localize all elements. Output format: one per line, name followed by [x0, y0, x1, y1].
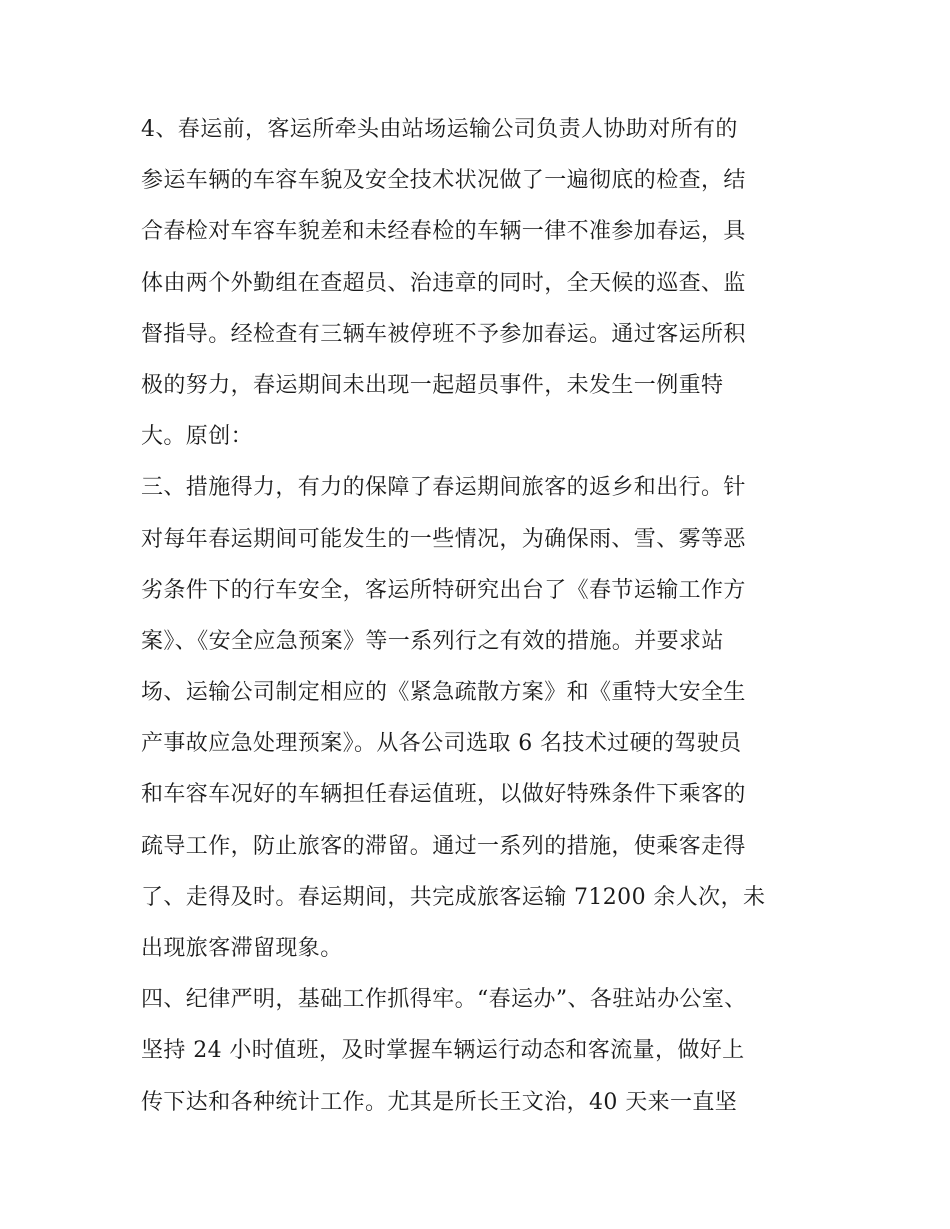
text-line: 疏导工作，防止旅客的滞留。通过一系列的措施，使乘客走得	[141, 833, 746, 859]
text-line: 大。原创：	[141, 424, 254, 450]
text-line: 传下达和各种统计工作。尤其是所长王文治，40 天来一直坚	[141, 1089, 738, 1115]
text-line: 坚持 24 小时值班，及时掌握车辆运行动态和客流量，做好上	[141, 1038, 745, 1064]
text-line: 体由两个外勤组在查超员、治违章的同时，全天候的巡查、监	[141, 270, 746, 296]
text-line: 对每年春运期间可能发生的一些情况，为确保雨、雪、雾等恶	[141, 526, 746, 552]
text-line: 四、纪律严明，基础工作抓得牢。“春运办”、各驻站办公室、	[141, 987, 747, 1013]
text-line: 三、措施得力，有力的保障了春运期间旅客的返乡和出行。针	[141, 475, 746, 501]
document-body	[141, 104, 821, 1128]
text-line: 产事故应急处理预案》。从各公司选取 6 名技术过硬的驾驶员	[141, 731, 742, 757]
text-line: 场、运输公司制定相应的《紧急疏散方案》和《重特大安全生	[141, 680, 746, 706]
text-line: 劣条件下的行车安全，客运所特研究出台了《春节运输工作方	[141, 577, 746, 603]
text-line: 4、春运前，客运所牵头由站场运输公司负责人协助对所有的	[141, 117, 738, 142]
text-line: 参运车辆的车容车貌及安全技术状况做了一遍彻底的检查，结	[141, 168, 746, 194]
text-line: 了、走得及时。春运期间，共完成旅客运输 71200 余人次，未	[141, 884, 766, 910]
text-line: 和车容车况好的车辆担任春运值班，以做好特殊条件下乘客的	[141, 782, 746, 808]
text-line: 极的努力，春运期间未出现一起超员事件，未发生一例重特	[141, 372, 724, 398]
text-line: 出现旅客滞留现象。	[141, 936, 343, 961]
text-line: 合春检对车容车貌差和未经春检的车辆一律不准参加春运，具	[141, 219, 746, 245]
text-line: 督指导。经检查有三辆车被停班不予参加春运。通过客运所积	[141, 321, 746, 347]
text-line: 案》、《安全应急预案》等一系列行之有效的措施。并要求站	[141, 628, 724, 654]
